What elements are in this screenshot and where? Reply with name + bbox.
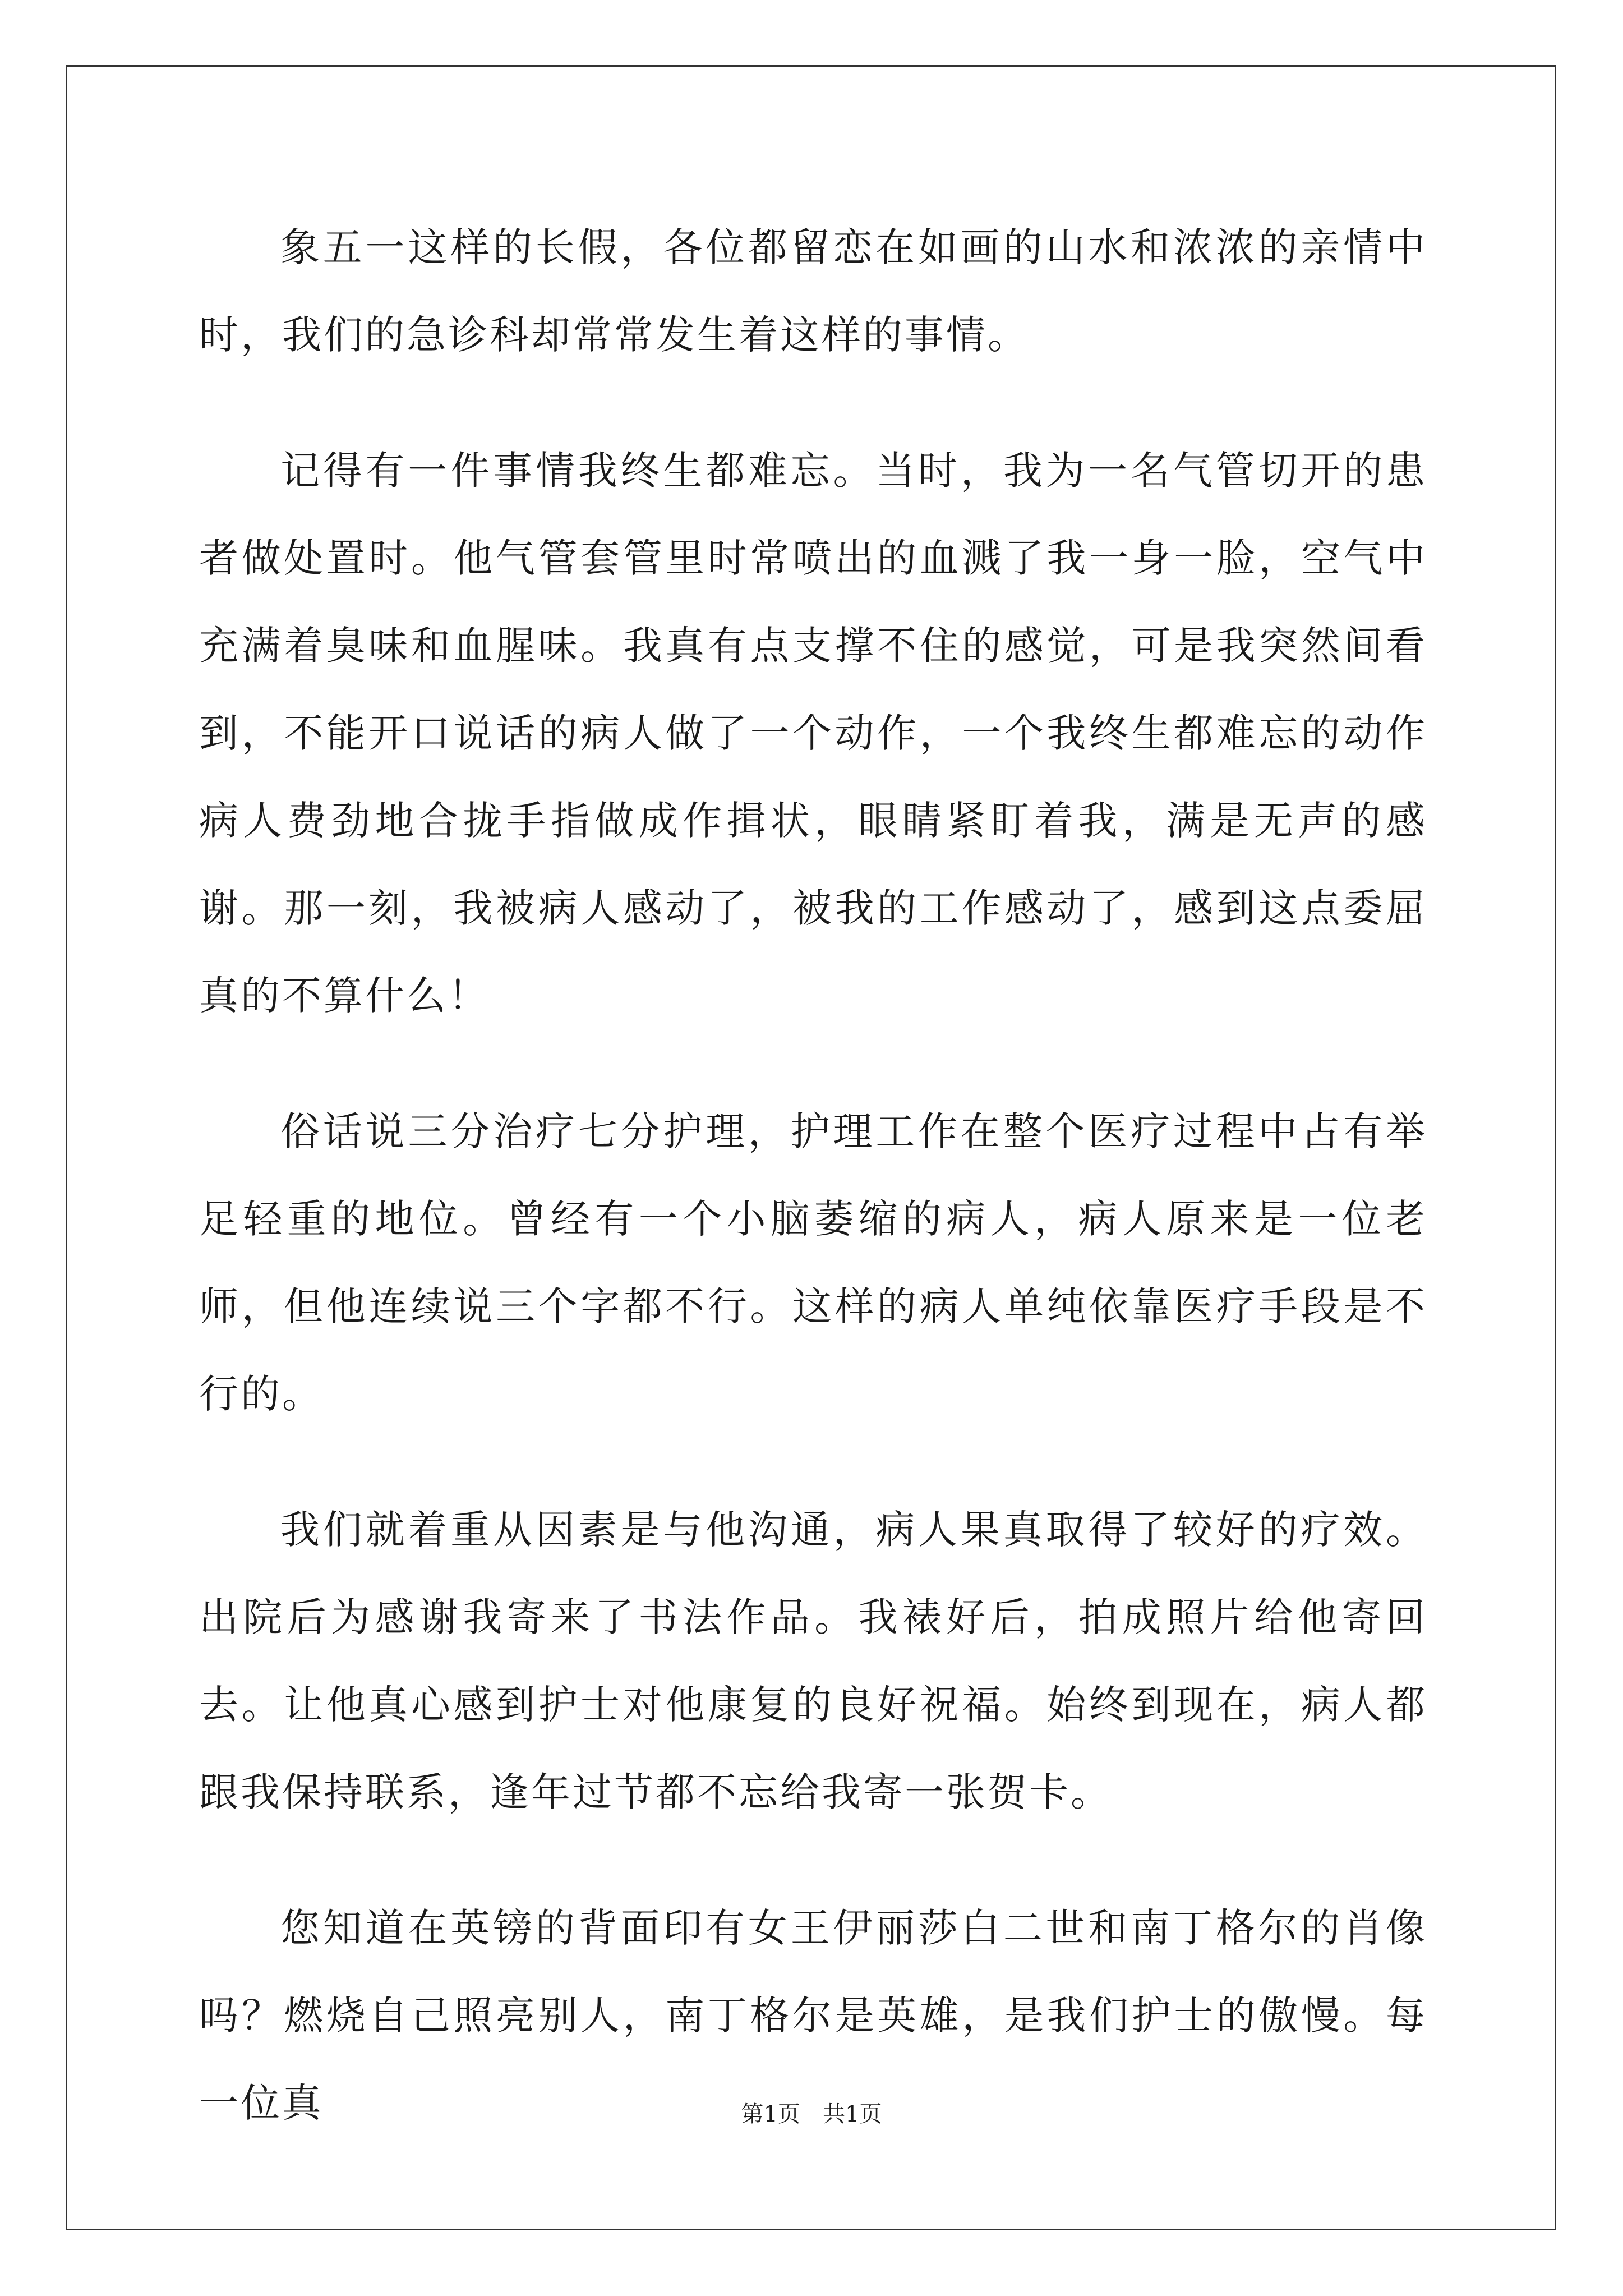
paragraph-1: 象五一这样的长假，各位都留恋在如画的山水和浓浓的亲情中时，我们的急诊科却常常发生着这样的事情。 xyxy=(199,224,1427,358)
paragraph-2: 记得有一件事情我终生都难忘。当时，我为一名气管切开的患者做处置时。他气管套管里时常喷出的血溅了我一身一脸，空气中充满着臭味和血腥味。我真有点支撑不住的感觉，可是我突然间看到，不能开口说话的病人做了一个动作，一个我终生都难忘的动作病人费劲地合拢手指做成作揖状，眼睛紧盯着我，满是无声的感谢。那一刻，我被病人感动了，被我的工作感动了，感到这点委屈真的不算什么！ xyxy=(199,448,1427,1019)
page-number-footer: 第1页 共1页 xyxy=(741,2101,882,2127)
paragraph-5: 您知道在英镑的背面印有女王伊丽莎白二世和南丁格尔的肖像吗？燃烧自己照亮别人，南丁格尔是英雄，是我们护士的傲慢。每一位真 xyxy=(199,1905,1427,2126)
document-body xyxy=(199,204,1427,2195)
paragraph-4: 我们就着重从因素是与他沟通，病人果真取得了较好的疗效。出院后为感谢我寄来了书法作品。我裱好后，拍成照片给他寄回去。让他真心感到护士对他康复的良好祝福。始终到现在，病人都跟我保持联系，逢年过节都不忘给我寄一张贺卡。 xyxy=(199,1507,1427,1815)
paragraph-3: 俗话说三分治疗七分护理，护理工作在整个医疗过程中占有举足轻重的地位。曾经有一个小脑萎缩的病人，病人原来是一位老师，但他连续说三个字都不行。这样的病人单纯依靠医疗手段是不行的。 xyxy=(199,1108,1427,1417)
